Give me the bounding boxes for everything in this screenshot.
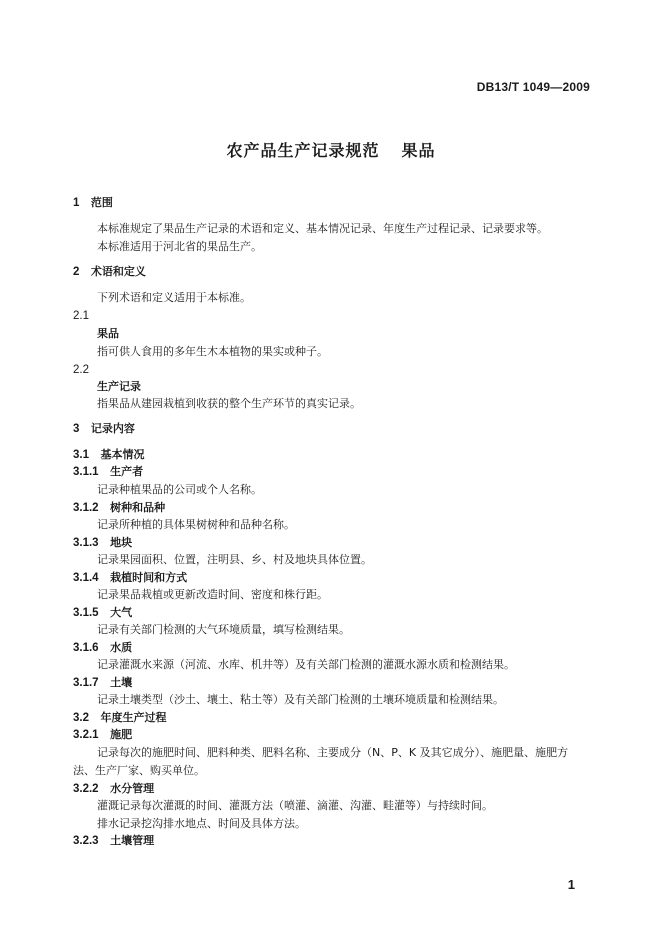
section-3-2-heading: 3.2 年度生产过程 <box>73 711 167 724</box>
section-3-2-2-text-1: 灌溉记录每次灌溉的时间、灌溉方法（喷灌、滴灌、沟灌、畦灌等）与持续时间。 <box>97 799 493 812</box>
section-3-1-3-heading: 3.1.3 地块 <box>73 536 133 549</box>
standard-number: DB13/T 1049—2009 <box>476 80 590 94</box>
page-number: 1 <box>567 877 575 892</box>
section-3-2-2-heading: 3.2.2 水分管理 <box>73 782 155 795</box>
term-2-2-number: 2.2 <box>73 364 89 376</box>
title-sub: 果品 <box>401 141 436 160</box>
section-3-1-1-text: 记录种植果品的公司或个人名称。 <box>97 483 262 496</box>
section-3-heading: 3 记录内容 <box>73 422 135 435</box>
section-3-1-3-text: 记录果园面积、位置，注明县、乡、村及地块具体位置。 <box>97 553 372 566</box>
section-3-1-5-text: 记录有关部门检测的大气环境质量，填写检测结果。 <box>97 623 350 636</box>
section-3-2-1-heading: 3.2.1 施肥 <box>73 728 133 741</box>
section-3-1-2-heading: 3.1.2 树种和品种 <box>73 501 166 514</box>
section-3-1-6-text: 记录灌溉水来源（河流、水库、机井等）及有关部门检测的灌溉水源水质和检测结果。 <box>97 658 515 671</box>
section-3-1-7-text: 记录土壤类型（沙土、壤土、粘土等）及有关部门检测的土壤环境质量和检测结果。 <box>97 693 504 706</box>
term-2-1-definition: 指可供人食用的多年生木本植物的果实或种子。 <box>97 345 328 358</box>
section-3-1-4-heading: 3.1.4 栽植时间和方式 <box>73 571 188 584</box>
section-3-2-1-text-line-1: 记录每次的施肥时间、肥料种类、肥料名称、主要成分（N、P、K 及其它成分）、施肥量、施肥方 <box>97 746 569 759</box>
section-3-1-1-heading: 3.1.1 生产者 <box>73 465 144 478</box>
section-2-para-1: 下列术语和定义适用于本标准。 <box>97 291 251 304</box>
term-2-2-name: 生产记录 <box>97 380 141 393</box>
term-2-1-name: 果品 <box>97 327 119 340</box>
section-3-1-heading: 3.1 基本情况 <box>73 448 145 461</box>
term-2-1-number: 2.1 <box>73 310 89 322</box>
section-3-1-7-heading: 3.1.7 土壤 <box>73 676 133 689</box>
document-title <box>0 138 662 161</box>
section-1-heading: 1 范围 <box>73 196 113 209</box>
section-1-para-1: 本标准规定了果品生产记录的术语和定义、基本情况记录、年度生产过程记录、记录要求等。 <box>97 222 548 235</box>
section-3-2-2-text-2: 排水记录挖沟排水地点、时间及具体方法。 <box>97 817 306 830</box>
section-1-para-2: 本标准适用于河北省的果品生产。 <box>97 240 262 253</box>
section-3-1-2-text: 记录所种植的具体果树树种和品种名称。 <box>97 518 295 531</box>
section-2-heading: 2 术语和定义 <box>73 265 146 278</box>
term-2-2-definition: 指果品从建园栽植到收获的整个生产环节的真实记录。 <box>97 397 361 410</box>
title-main: 农产品生产记录规范 <box>226 141 380 160</box>
section-3-1-5-heading: 3.1.5 大气 <box>73 606 133 619</box>
section-3-2-3-heading: 3.2.3 土壤管理 <box>73 834 155 847</box>
section-3-2-1-text-line-2: 法、生产厂家、购买单位。 <box>73 764 205 777</box>
section-3-1-6-heading: 3.1.6 水质 <box>73 641 133 654</box>
section-3-1-4-text: 记录果品栽植或更新改造时间、密度和株行距。 <box>97 588 328 601</box>
